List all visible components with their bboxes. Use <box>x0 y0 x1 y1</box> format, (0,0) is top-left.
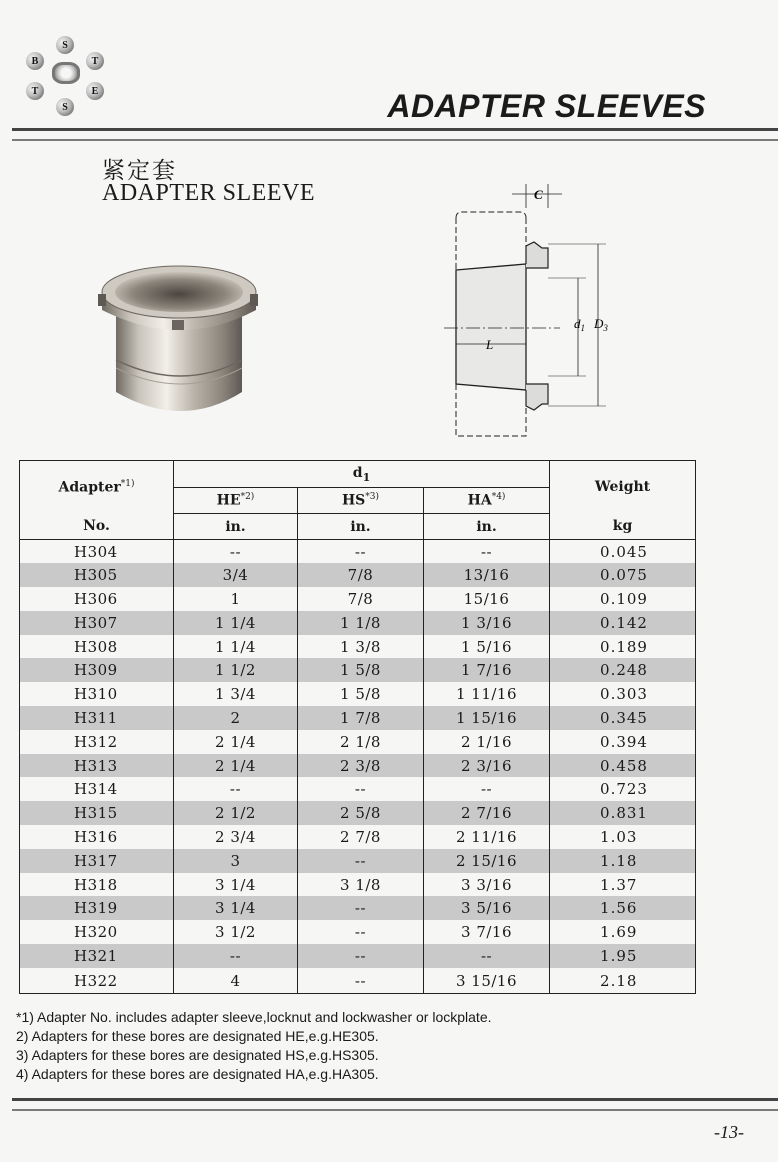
dim-d1-label: $d_1$ <box>574 316 585 333</box>
footnotes <box>16 1008 492 1084</box>
logo-ball: S <box>56 98 74 116</box>
adapter-no-cell: H304 <box>20 540 174 564</box>
weight-cell: 1.18 <box>550 849 696 873</box>
ha-cell: 2 1/16 <box>424 730 550 754</box>
logo-ball: B <box>26 52 44 70</box>
he-cell: 1 1/2 <box>174 658 298 682</box>
logo-ball: E <box>86 82 104 100</box>
he-cell: 3 1/4 <box>174 873 298 897</box>
he-cell: 1 1/4 <box>174 611 298 635</box>
hs-cell: 1 5/8 <box>298 658 424 682</box>
col-header-hs: HS$^{*3)}$ <box>298 488 424 514</box>
hs-cell: 7/8 <box>298 587 424 611</box>
logo-ball: T <box>86 52 104 70</box>
unit-header-no: No. <box>20 514 174 540</box>
ha-cell: 3 15/16 <box>424 968 550 994</box>
adapter-no-cell: H319 <box>20 896 174 920</box>
ha-cell: 2 7/16 <box>424 801 550 825</box>
header-divider <box>12 128 778 141</box>
hs-cell: 1 1/8 <box>298 611 424 635</box>
ha-cell: 1 7/16 <box>424 658 550 682</box>
adapter-no-cell: H316 <box>20 825 174 849</box>
he-cell: 2 <box>174 706 298 730</box>
hs-cell: -- <box>298 540 424 564</box>
unit-header-he: in. <box>174 514 298 540</box>
dim-l-label: L <box>486 337 494 352</box>
table-row <box>20 896 696 920</box>
adapter-no-cell: H312 <box>20 730 174 754</box>
hs-cell: -- <box>298 968 424 994</box>
table-row <box>20 944 696 968</box>
hs-cell: -- <box>298 849 424 873</box>
adapter-sleeve-drawing <box>430 178 630 446</box>
table-row <box>20 801 696 825</box>
he-cell: 3 <box>174 849 298 873</box>
logo-bearing-ring <box>52 62 80 84</box>
adapter-no-cell: H308 <box>20 635 174 659</box>
table-row <box>20 706 696 730</box>
weight-cell: 0.109 <box>550 587 696 611</box>
table-row <box>20 587 696 611</box>
dim-d3-label: $D_3$ <box>594 316 608 333</box>
he-cell: 3/4 <box>174 563 298 587</box>
weight-cell: 1.03 <box>550 825 696 849</box>
unit-header-kg: kg <box>550 514 696 540</box>
he-cell: 2 1/4 <box>174 730 298 754</box>
hs-cell: -- <box>298 944 424 968</box>
hs-cell: 1 5/8 <box>298 682 424 706</box>
hs-cell: -- <box>298 777 424 801</box>
adapter-no-cell: H314 <box>20 777 174 801</box>
footnote: 2) Adapters for these bores are designated HE,e.g.HE305. <box>16 1028 379 1044</box>
col-header-adapter: Adapter$^{*1)}$ <box>20 461 174 514</box>
ha-cell: 2 3/16 <box>424 754 550 778</box>
dim-c-label: C <box>534 187 543 202</box>
logo-ball: S <box>56 36 74 54</box>
ha-cell: 13/16 <box>424 563 550 587</box>
adapter-no-cell: H315 <box>20 801 174 825</box>
weight-cell: 0.831 <box>550 801 696 825</box>
ha-cell: 1 3/16 <box>424 611 550 635</box>
adapter-no-cell: H307 <box>20 611 174 635</box>
table-row <box>20 730 696 754</box>
hs-cell: 2 1/8 <box>298 730 424 754</box>
weight-cell: 0.458 <box>550 754 696 778</box>
col-header-weight: Weight <box>550 461 696 514</box>
hs-cell: 7/8 <box>298 563 424 587</box>
footnote: *1) Adapter No. includes adapter sleeve,locknut and lockwasher or lockplate. <box>16 1009 492 1025</box>
adapter-sleeve-photo <box>94 252 264 422</box>
table-row <box>20 849 696 873</box>
he-cell: -- <box>174 540 298 564</box>
ha-cell: 2 11/16 <box>424 825 550 849</box>
logo-ball: T <box>26 82 44 100</box>
weight-cell: 0.248 <box>550 658 696 682</box>
ha-cell: 1 11/16 <box>424 682 550 706</box>
col-header-d1: $d_1$ <box>174 461 550 488</box>
weight-cell: 0.723 <box>550 777 696 801</box>
adapter-no-cell: H322 <box>20 968 174 994</box>
weight-cell: 0.075 <box>550 563 696 587</box>
hs-cell: 1 3/8 <box>298 635 424 659</box>
section-title-english: ADAPTER SLEEVE <box>102 180 315 206</box>
hs-cell: 2 3/8 <box>298 754 424 778</box>
table-row <box>20 682 696 706</box>
he-cell: 1 3/4 <box>174 682 298 706</box>
table-row <box>20 873 696 897</box>
weight-cell: 0.142 <box>550 611 696 635</box>
table-row <box>20 658 696 682</box>
brand-logo <box>22 36 108 120</box>
ha-cell: 3 5/16 <box>424 896 550 920</box>
adapter-no-cell: H317 <box>20 849 174 873</box>
hs-cell: 2 7/8 <box>298 825 424 849</box>
hs-cell: 1 7/8 <box>298 706 424 730</box>
table-row <box>20 635 696 659</box>
hs-cell: -- <box>298 896 424 920</box>
footnote: 4) Adapters for these bores are designated HA,e.g.HA305. <box>16 1066 379 1082</box>
he-cell: 2 3/4 <box>174 825 298 849</box>
unit-header-hs: in. <box>298 514 424 540</box>
hs-cell: -- <box>298 920 424 944</box>
weight-cell: 1.95 <box>550 944 696 968</box>
table-row <box>20 563 696 587</box>
ha-cell: 15/16 <box>424 587 550 611</box>
adapter-no-cell: H321 <box>20 944 174 968</box>
ha-cell: -- <box>424 777 550 801</box>
adapter-no-cell: H318 <box>20 873 174 897</box>
he-cell: 4 <box>174 968 298 994</box>
adapter-no-cell: H306 <box>20 587 174 611</box>
table-row <box>20 540 696 564</box>
ha-cell: 3 3/16 <box>424 873 550 897</box>
unit-header-ha: in. <box>424 514 550 540</box>
weight-cell: 1.37 <box>550 873 696 897</box>
he-cell: -- <box>174 944 298 968</box>
hs-cell: 2 5/8 <box>298 801 424 825</box>
adapter-no-cell: H305 <box>20 563 174 587</box>
adapter-no-cell: H309 <box>20 658 174 682</box>
table-row <box>20 920 696 944</box>
adapter-no-cell: H313 <box>20 754 174 778</box>
he-cell: -- <box>174 777 298 801</box>
weight-cell: 2.18 <box>550 968 696 994</box>
weight-cell: 0.303 <box>550 682 696 706</box>
col-header-he: HE$^{*2)}$ <box>174 488 298 514</box>
weight-cell: 1.69 <box>550 920 696 944</box>
he-cell: 2 1/4 <box>174 754 298 778</box>
ha-cell: 2 15/16 <box>424 849 550 873</box>
page-header-title: ADAPTER SLEEVES <box>387 88 706 124</box>
table-row <box>20 825 696 849</box>
table-row <box>20 611 696 635</box>
he-cell: 3 1/4 <box>174 896 298 920</box>
adapter-no-cell: H311 <box>20 706 174 730</box>
he-cell: 2 1/2 <box>174 801 298 825</box>
he-cell: 3 1/2 <box>174 920 298 944</box>
ha-cell: 1 15/16 <box>424 706 550 730</box>
footer-divider <box>12 1098 778 1111</box>
weight-cell: 0.045 <box>550 540 696 564</box>
he-cell: 1 <box>174 587 298 611</box>
table-row <box>20 968 696 994</box>
col-header-ha: HA$^{*4)}$ <box>424 488 550 514</box>
footnote: 3) Adapters for these bores are designated HS,e.g.HS305. <box>16 1047 379 1063</box>
adapter-no-cell: H310 <box>20 682 174 706</box>
page-number: -13- <box>714 1122 744 1142</box>
weight-cell: 1.56 <box>550 896 696 920</box>
weight-cell: 0.394 <box>550 730 696 754</box>
ha-cell: 3 7/16 <box>424 920 550 944</box>
weight-cell: 0.189 <box>550 635 696 659</box>
table-body <box>20 540 696 994</box>
ha-cell: -- <box>424 944 550 968</box>
he-cell: 1 1/4 <box>174 635 298 659</box>
adapter-sleeve-table <box>19 460 696 994</box>
weight-cell: 0.345 <box>550 706 696 730</box>
ha-cell: 1 5/16 <box>424 635 550 659</box>
ha-cell: -- <box>424 540 550 564</box>
adapter-no-cell: H320 <box>20 920 174 944</box>
table-row <box>20 754 696 778</box>
hs-cell: 3 1/8 <box>298 873 424 897</box>
table-row <box>20 777 696 801</box>
section-title-chinese: 紧定套 <box>102 158 177 183</box>
